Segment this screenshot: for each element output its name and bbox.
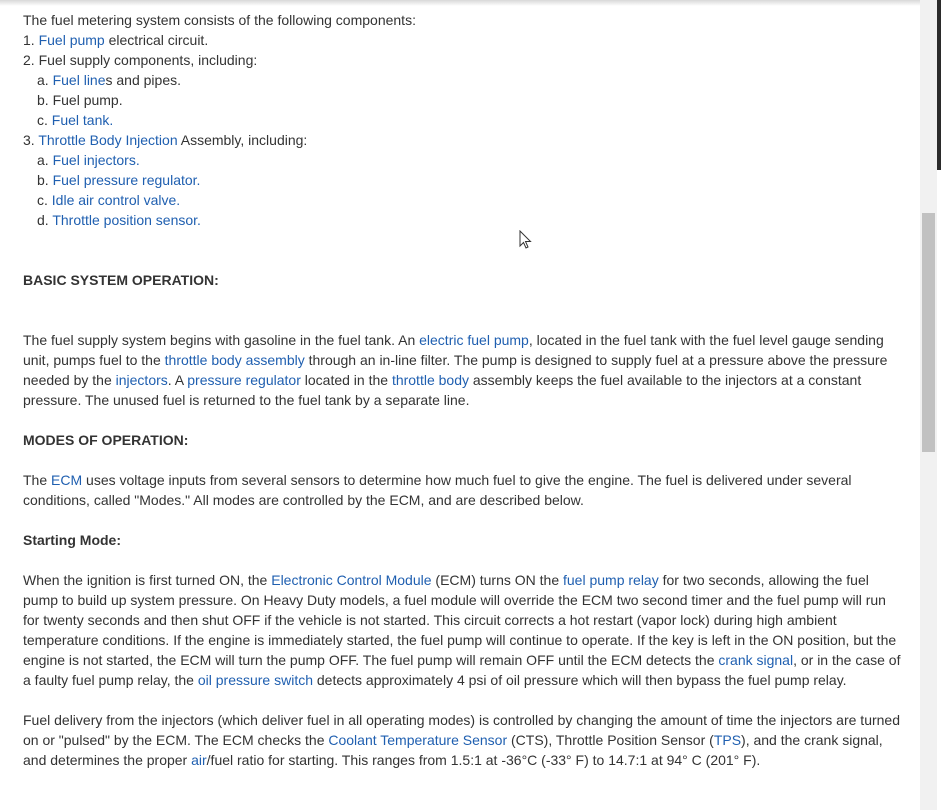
article-content	[23, 10, 903, 770]
window-edge-dark	[937, 0, 941, 170]
intro-text: The fuel metering system consists of the following components:	[23, 12, 416, 28]
glossary-link[interactable]: Throttle position sensor.	[52, 212, 201, 228]
glossary-link[interactable]: Fuel pressure regulator.	[52, 172, 201, 188]
text-segment: . A	[167, 372, 188, 388]
text-segment: through an in-line filter. The pump is designed to supply fuel at a pressure above the pressure needed by the	[23, 352, 888, 388]
glossary-link[interactable]: throttle body assembly	[164, 352, 305, 368]
glossary-link[interactable]: Fuel line	[52, 72, 106, 88]
top-shadow	[0, 0, 920, 6]
text-segment: c.	[37, 192, 52, 208]
paragraph-modes	[23, 470, 903, 510]
list-item	[23, 50, 903, 70]
list-item	[23, 70, 903, 90]
heading-modes: MODES OF OPERATION:	[23, 432, 189, 448]
text-segment: (CTS), Throttle Position Sensor (	[507, 732, 714, 748]
list-item	[23, 170, 903, 190]
text-segment: a.	[37, 152, 53, 168]
glossary-link[interactable]: Electronic Control Module	[271, 572, 432, 588]
text-segment: (ECM) turns ON the	[431, 572, 563, 588]
text-segment: , or in the case of a faulty fuel pump relay, the	[23, 652, 901, 688]
text-segment: When the ignition is first turned ON, the	[23, 572, 272, 588]
text-segment: detects approximately 4 psi of oil pressure which will then bypass the fuel pump relay.	[313, 672, 847, 688]
glossary-link[interactable]: throttle body	[391, 372, 469, 388]
text-segment: 3.	[23, 132, 39, 148]
text-segment: 2. Fuel supply components, including:	[23, 52, 258, 68]
list-item	[23, 110, 903, 130]
glossary-link[interactable]: electric fuel pump	[419, 332, 529, 348]
text-segment: for two seconds, allowing the fuel pump to build up system pressure. On Heavy Duty models, a fuel module will override the ECM two second timer and the fuel pump will run for twenty seconds and then shut OFF if the vehicle is not started. This circuit corrects a hot restart (vapor lock) during high ambient temperature conditions. If the engine is immediately started, the fuel pump will continue to operate. If the key is left in the ON position, but the engine is not started, the ECM will turn the pump OFF. The fuel pump will remain OFF until the ECM detects the	[23, 572, 897, 668]
list-item	[23, 210, 903, 230]
list-item	[23, 30, 903, 50]
text-segment: 1.	[23, 32, 39, 48]
text-segment: assembly keeps the fuel available to the injectors at a constant pressure. The unused fuel is returned to the fuel tank by a separate line.	[23, 372, 862, 408]
glossary-link[interactable]: air	[191, 752, 207, 768]
text-segment: d.	[37, 212, 53, 228]
glossary-link[interactable]: pressure regulator	[187, 372, 301, 388]
glossary-link[interactable]: fuel pump relay	[563, 572, 659, 588]
glossary-link[interactable]: TPS	[713, 732, 742, 748]
paragraph-starting-2	[23, 710, 903, 770]
glossary-link[interactable]: Throttle Body Injection	[38, 132, 178, 148]
scrollbar-thumb[interactable]	[922, 213, 935, 452]
text-segment: uses voltage inputs from several sensors to determine how much fuel to give the engine. The fuel is delivered under several conditions, called "Modes." All modes are controlled by the ECM, and are described below.	[23, 472, 852, 508]
heading-basic-operation: BASIC SYSTEM OPERATION:	[23, 272, 219, 288]
paragraph-basic-operation	[23, 330, 903, 410]
glossary-link[interactable]: Fuel pump	[38, 32, 105, 48]
glossary-link[interactable]: Fuel tank.	[51, 112, 114, 128]
text-segment: Fuel delivery from the injectors (which deliver fuel in all operating modes) is controlled by changing the amount of time the injectors are turned on or "pulsed" by the ECM. The ECM checks the	[23, 712, 900, 748]
text-segment: s and pipes.	[105, 72, 181, 88]
text-segment: The fuel supply system begins with gasoline in the fuel tank. An	[23, 332, 420, 348]
glossary-link[interactable]: Coolant Temperature Sensor	[328, 732, 508, 748]
list-item	[23, 150, 903, 170]
text-segment: a.	[37, 72, 53, 88]
text-segment: Assembly, including:	[177, 132, 308, 148]
glossary-link[interactable]: ECM	[51, 472, 83, 488]
text-segment: located in the	[300, 372, 392, 388]
mouse-cursor-icon	[519, 230, 533, 253]
glossary-link[interactable]: Fuel injectors.	[52, 152, 140, 168]
text-segment: electrical circuit.	[104, 32, 209, 48]
text-segment: c.	[37, 112, 52, 128]
text-segment: The	[23, 472, 52, 488]
list-item	[23, 130, 903, 150]
glossary-link[interactable]: crank signal	[718, 652, 794, 668]
list-item	[23, 90, 903, 110]
text-segment: ), and the crank signal, and determines the proper	[23, 732, 883, 768]
heading-starting-mode: Starting Mode:	[23, 532, 121, 548]
paragraph-starting-1	[23, 570, 903, 690]
text-segment: b.	[37, 172, 53, 188]
components-list	[23, 30, 903, 230]
list-item	[23, 190, 903, 210]
text-segment: , located in the fuel tank with the fuel level gauge sending unit, pumps fuel to the	[23, 332, 884, 368]
glossary-link[interactable]: oil pressure switch	[197, 672, 313, 688]
glossary-link[interactable]: injectors	[115, 372, 168, 388]
text-segment: /fuel ratio for starting. This ranges from 1.5:1 at -36°C (-33° F) to 14.7:1 at 94° C (201° F).	[206, 752, 761, 768]
text-segment: b. Fuel pump.	[37, 92, 123, 108]
glossary-link[interactable]: Idle air control valve.	[51, 192, 181, 208]
